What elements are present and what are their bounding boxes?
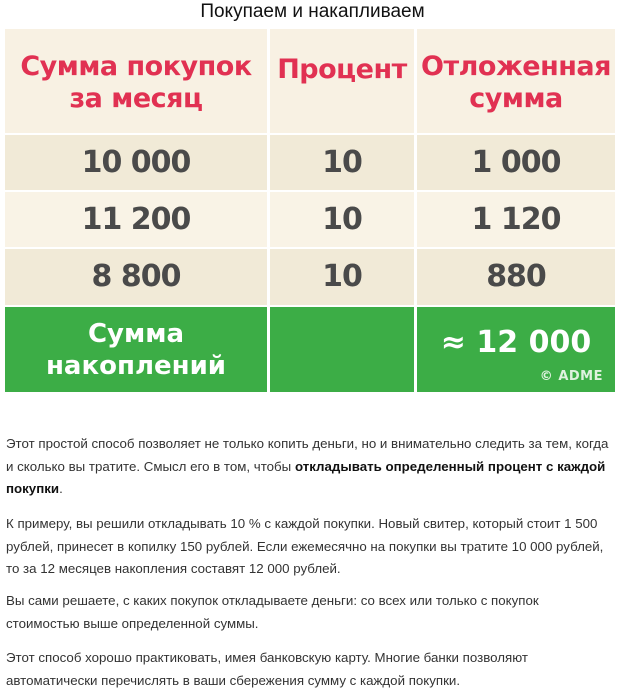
cell-percent: 10 xyxy=(322,145,362,180)
cell-saved-sum: 1 000 xyxy=(471,145,561,180)
total-label: Сумма накоплений xyxy=(45,318,227,381)
paragraph-intro-bold: откладывать определенный процент с каждой покупки xyxy=(6,458,606,496)
header-saved-sum: Отложенная сумма xyxy=(421,51,611,114)
header-percent: Процент xyxy=(277,54,407,85)
header-purchase-sum: Сумма покупок за месяц xyxy=(20,51,252,114)
paragraph-bank-card: Этот способ хорошо практиковать, имея банковскую карту. Многие банки позволяют автоматически перечислять в ваши сбережения сумму с каждой покупки. xyxy=(6,650,528,688)
cell-purchase-sum: 8 800 xyxy=(91,259,181,294)
adme-watermark: © ADME xyxy=(539,369,603,384)
paragraph-example: К примеру, вы решили откладывать 10 % с каждой покупки. Новый свитер, который стоит 1 500 рублей, принесет в копилку 150 рублей. Если ежемесячно на покупки вы тратите 10 000 рублей, то за 12 месяцев накопления составят 12 000 рублей. xyxy=(6,516,604,576)
cell-saved-sum: 1 120 xyxy=(471,202,561,237)
paragraph-intro-end: . xyxy=(59,481,63,496)
total-value: ≈ 12 000 xyxy=(440,324,592,360)
page-title: Покупаем и накапливаем xyxy=(200,1,425,22)
paragraph-intro xyxy=(6,433,612,501)
savings-table-image xyxy=(5,29,615,392)
cell-purchase-sum: 11 200 xyxy=(81,202,191,237)
cell-saved-sum: 880 xyxy=(486,259,546,294)
cell-percent: 10 xyxy=(322,202,362,237)
paragraph-intro-text: Этот простой способ позволяет не только копить деньги, но и внимательно следить за тем, когда и сколько вы тратите. Смысл его в том, чтобы xyxy=(6,436,609,474)
cell-purchase-sum: 10 000 xyxy=(81,145,191,180)
paragraph-choice: Вы сами решаете, с каких покупок откладываете деньги: со всех или только с покупок стоимостью выше определенной суммы. xyxy=(6,593,539,631)
cell-percent: 10 xyxy=(322,259,362,294)
